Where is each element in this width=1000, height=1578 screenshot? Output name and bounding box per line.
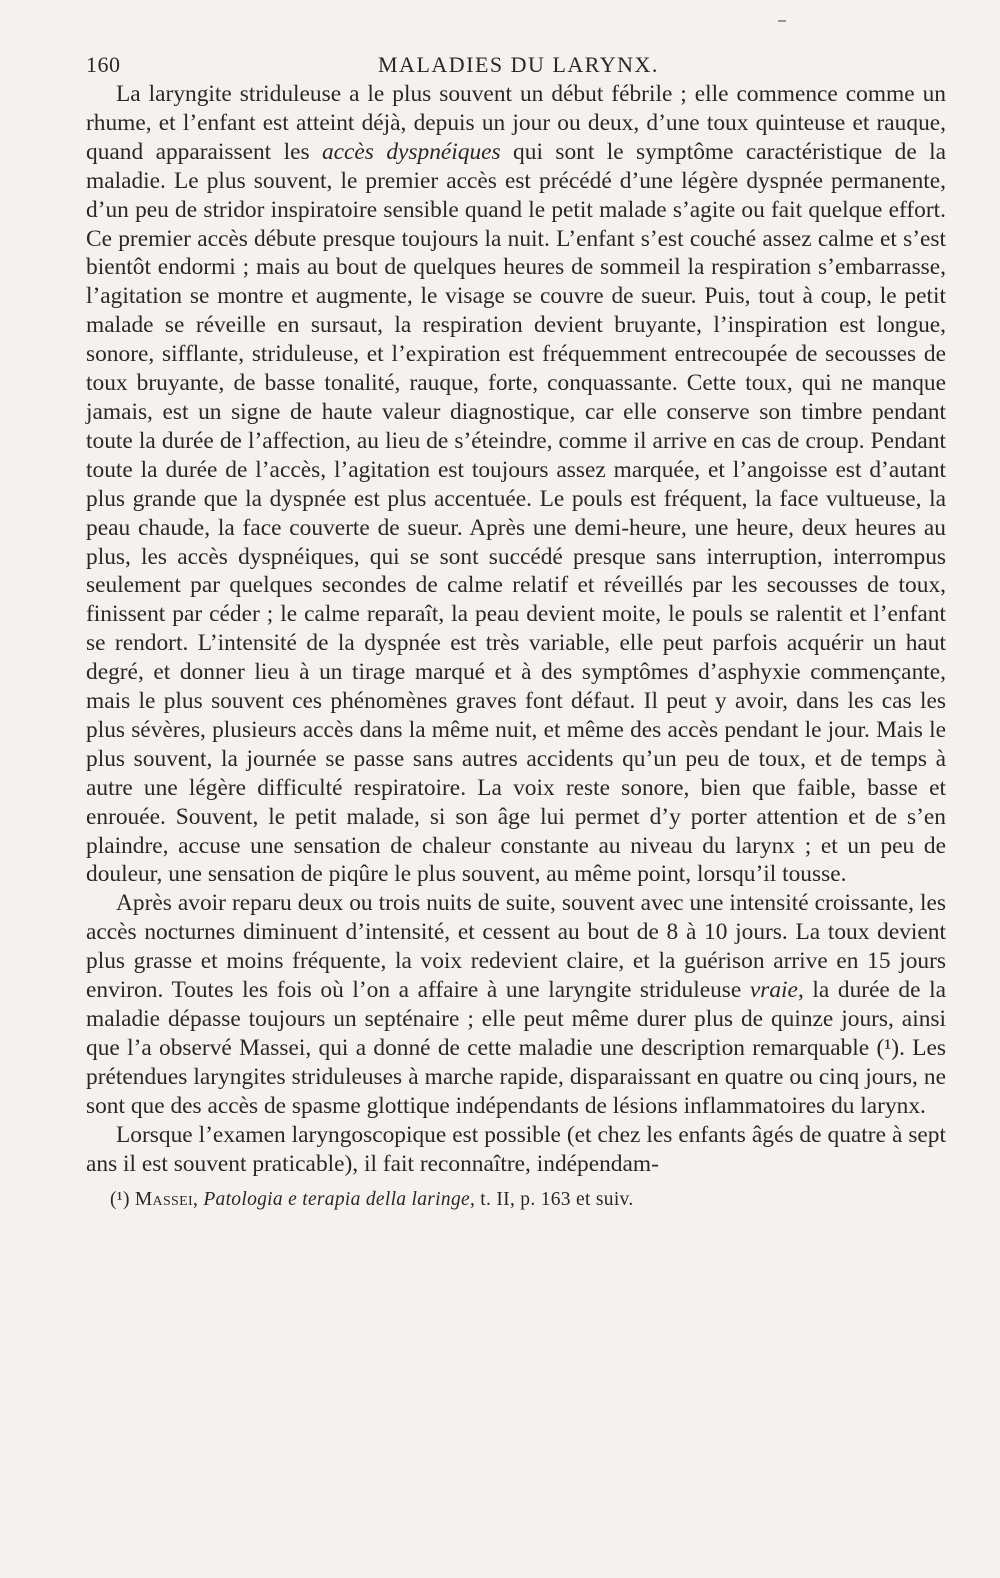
page-number: 160 xyxy=(86,52,121,77)
paragraph-2-emphasis: vraie xyxy=(749,977,798,1004)
footnote-marker: (¹) xyxy=(110,1189,130,1211)
footnote: (¹) Massei, Patologia e terapia della laringe, t. II, p. 163 et suiv. xyxy=(110,1189,634,1211)
paragraph-1 xyxy=(86,80,946,889)
paragraph-3-text: Lorsque l’examen laryngoscopique est possible (et chez les enfants âgés de quatre à sept ans il est souvent praticable), il fait reconnaître, indépendam- xyxy=(86,1121,946,1177)
document-page xyxy=(86,44,946,1212)
paragraph-1-emphasis: accès dyspnéiques xyxy=(321,138,501,165)
paragraph-2-text-b: , la durée de la maladie dépasse toujours un septénaire ; elle peut même durer plus de quinze jours, ainsi que l’a observé Massei, qui a donné de cette maladie une description remarquable (¹). Les prétendues laryngites striduleuses à marche rapide, disparaissant en quatre ou cinq jours, ne sont que des accès de spasme glottique indépendants de lésions inflammatoires du larynx. xyxy=(86,977,946,1119)
paragraph-2 xyxy=(86,889,946,1120)
footnote-rest: , t. II, p. 163 et suiv. xyxy=(469,1189,634,1211)
footnote-title: Patologia e terapia della laringe xyxy=(203,1189,470,1211)
scan-mark xyxy=(778,20,786,22)
body-text xyxy=(86,80,946,1178)
paragraph-1-text-b: qui sont le symptôme caractéristique de la maladie. Le plus souvent, le premier accès est précédé d’une légère dyspnée permanente, d’un peu de stridor inspiratoire sensible quand le petit malade s’agite ou fait quelque effort. Ce premier accès débute presque toujours la nuit. L’enfant s’est couché assez calme et s’est bientôt endormi ; mais au bout de quelques heures de sommeil la respiration s’embarrasse, l’agitation se montre et augmente, le visage se couvre de sueur. Puis, tout à coup, le petit malade se réveille en sursaut, la respiration devient bruyante, l’inspiration est longue, sonore, sifflante, striduleuse, et l’expiration est fréquemment entrecoupée de secousses de toux bruyante, de basse tonalité, rauque, forte, conquassante. Cette toux, qui ne manque jamais, est un signe de haute valeur diagnostique, car elle conserve son timbre pendant toute la durée de l’affection, au lieu de s’éteindre, comme il arrive en cas de croup. Pendant toute la durée de l’accès, l’agitation est toujours assez marquée, et l’angoisse est d’autant plus grande que la dyspnée est plus accentuée. Le pouls est fréquent, la face vultueuse, la peau chaude, la face couverte de sueur. Après une demi-heure, une heure, deux heures au plus, les accès dyspnéiques, qui se sont succédé presque sans interruption, interrompus seulement par quelques secondes de calme relatif et réveillés par les secousses de toux, finissent par céder ; le calme reparaît, la peau devient moite, le pouls se ralentit et l’enfant se rendort. L’intensité de la dyspnée est très variable, elle peut parfois acquérir un haut degré, et donner lieu à un tirage marqué et à des symptômes d’asphyxie commençante, mais le plus souvent ces phénomènes graves font défaut. Il peut y avoir, dans les cas les plus sévères, plusieurs accès dans la même nuit, et même des accès pendant le jour. Mais le plus souvent, la journée se passe sans autres accidents qu’un peu de toux, et de temps à autre une légère difficulté respiratoire. La voix reste sonore, bien que faible, basse et enrouée. Souvent, le petit malade, si son âge lui permet d’y porter attention et de s’en plaindre, accuse une sensation de chaleur constante au niveau du larynx ; et un peu de douleur, une sensation de piqûre le plus souvent, au même point, lorsqu’il tousse. xyxy=(86,138,947,888)
running-head xyxy=(86,44,946,80)
paragraph-1-text-a: La laryngite striduleuse a le plus souvent un début fébrile ; elle commence comme un rhume, et l’enfant est atteint déjà, depuis un jour ou deux, d’une toux quinteuse et rauque, quand apparaissent les xyxy=(86,81,946,165)
footnote-author: Massei xyxy=(134,1189,193,1211)
paragraph-3 xyxy=(86,1121,946,1179)
running-title: MALADIES DU LARYNX. xyxy=(378,52,659,77)
paragraph-2-text-a: Après avoir reparu deux ou trois nuits de suite, souvent avec une intensité croissante, les accès nocturnes diminuent d’intensité, et cessent au bout de 8 à 10 jours. La toux devient plus grasse et moins fréquente, la voix redevient claire, et la guérison arrive en 15 jours environ. Toutes les fois où l’on a affaire à une laryngite striduleuse xyxy=(86,890,946,1004)
